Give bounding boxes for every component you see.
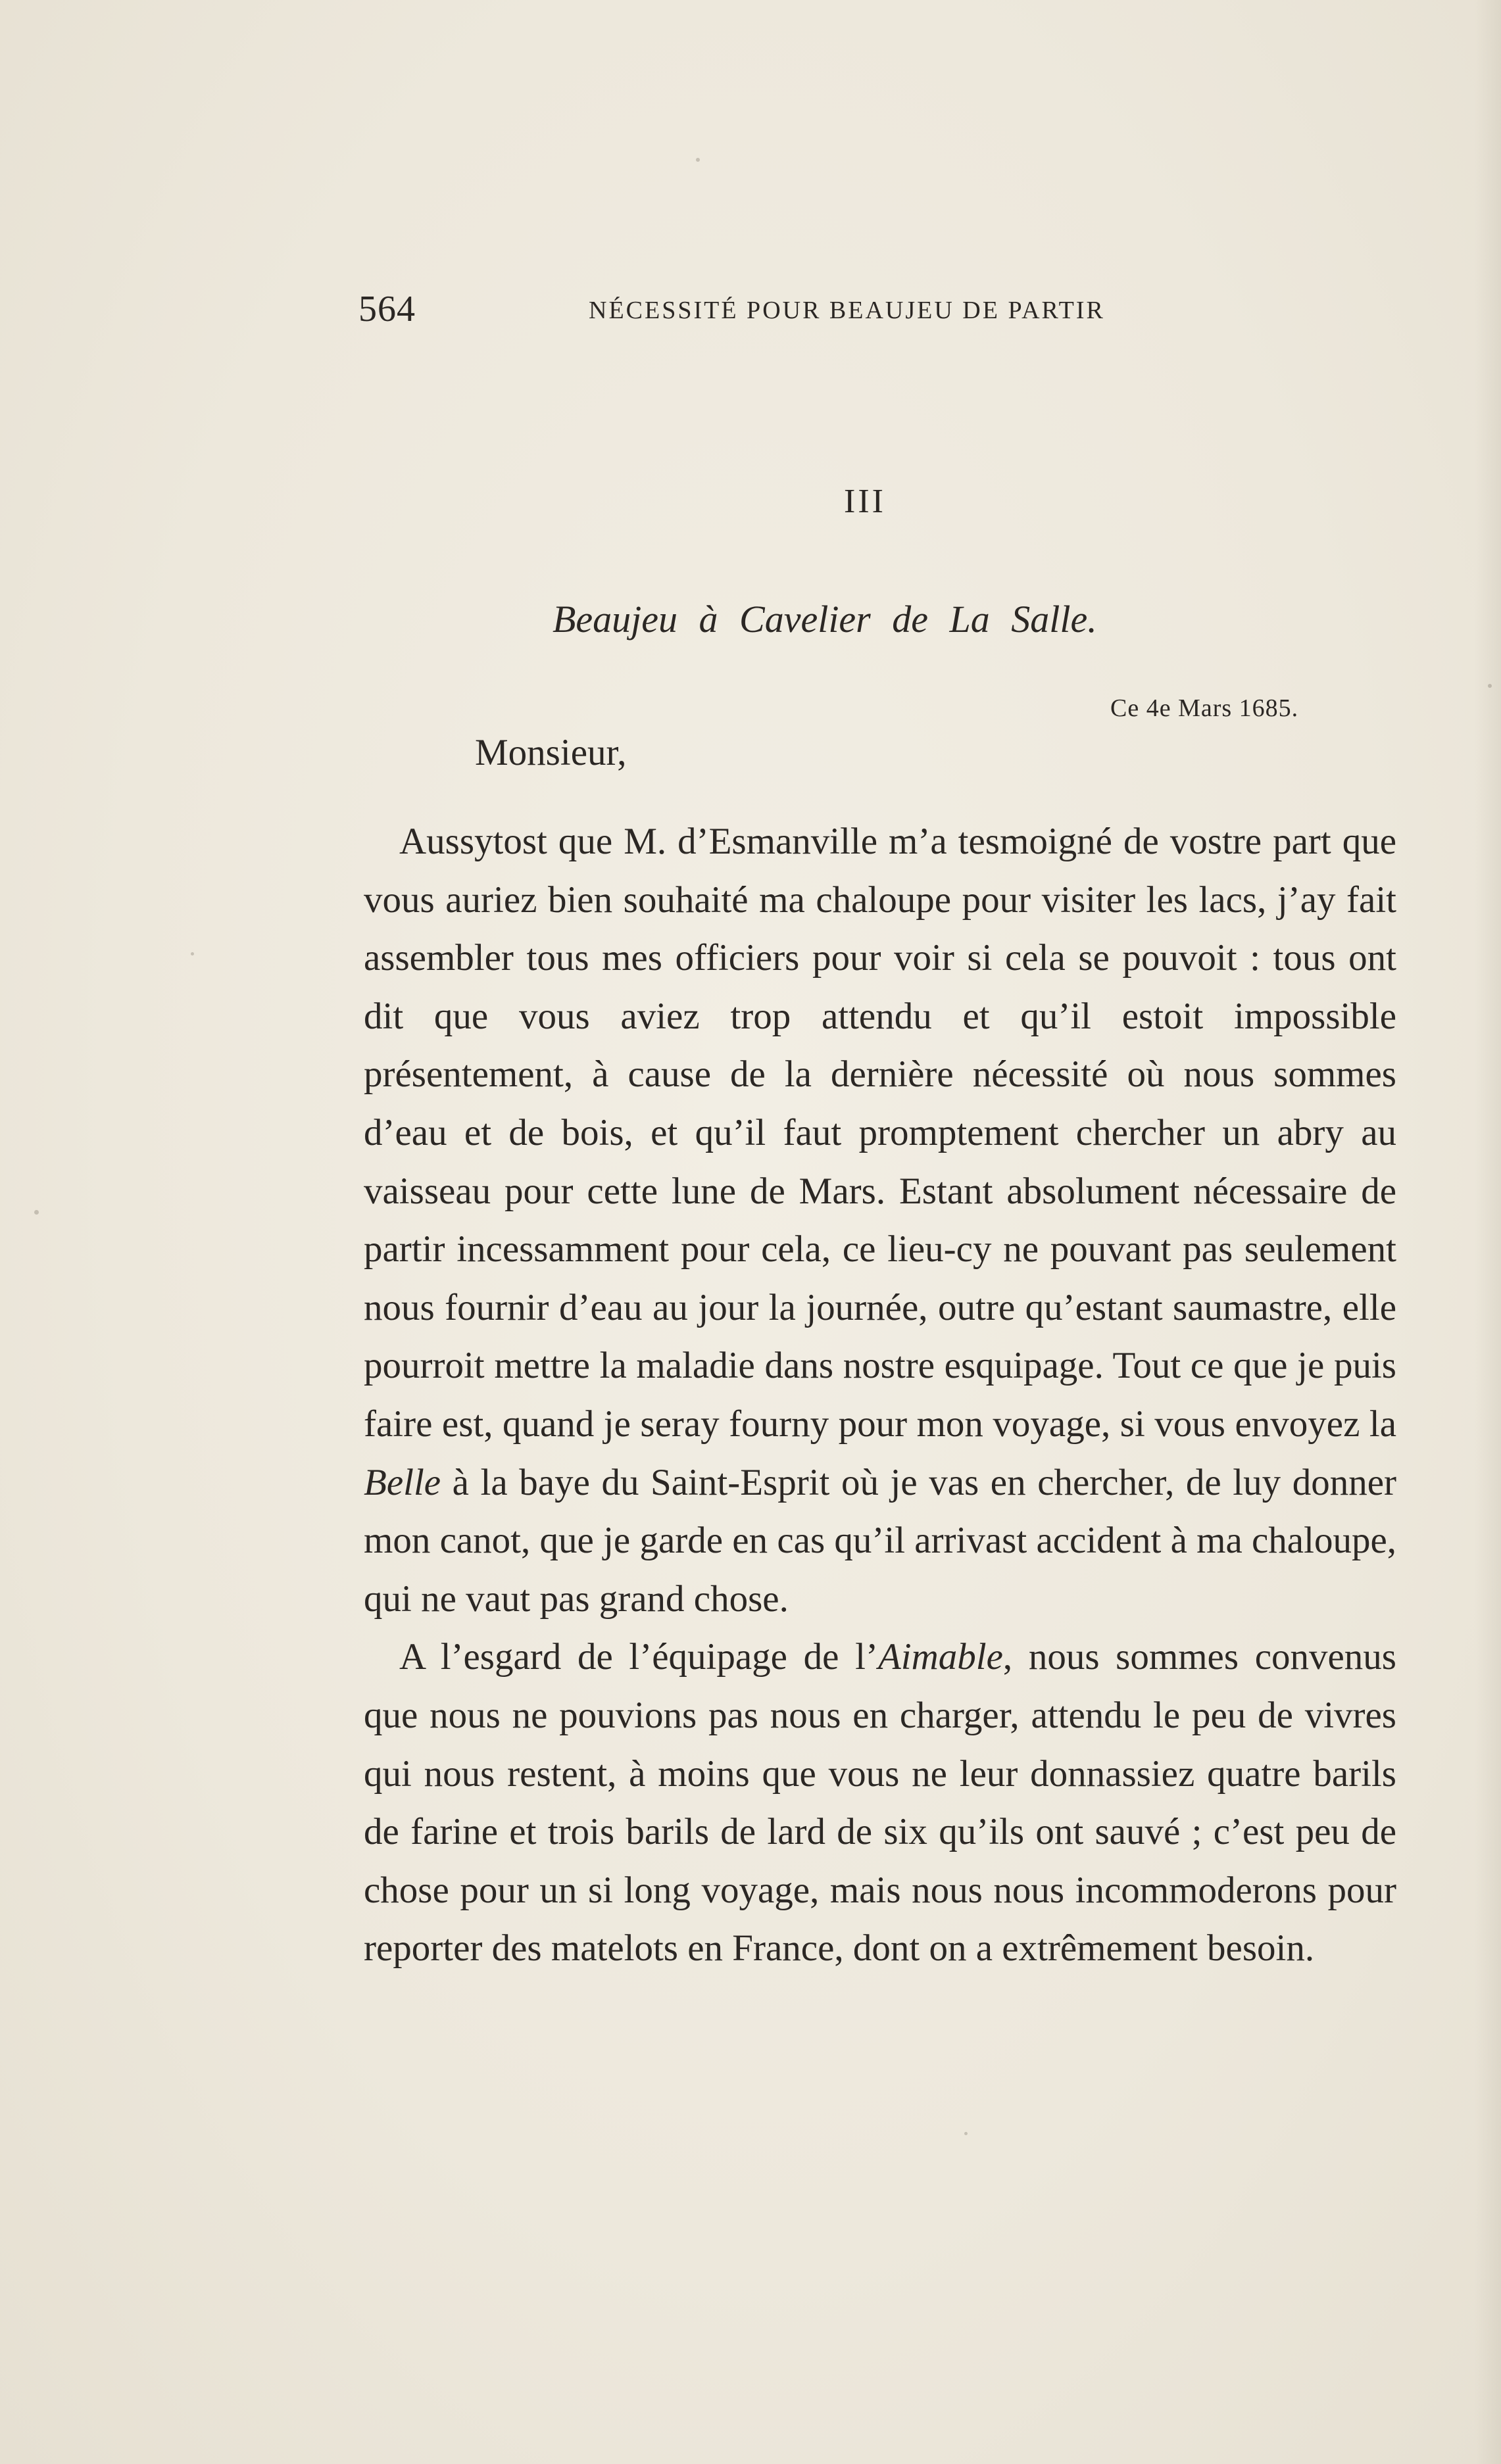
running-head: NÉCESSITÉ POUR BEAUJEU DE PARTIR	[589, 297, 1105, 324]
letter-date: Ce 4e Mars 1685.	[1110, 694, 1299, 722]
ship-name-aimable: Aimable	[877, 1636, 1003, 1678]
letter-title: Beaujeu à Cavelier de La Salle.	[553, 598, 1097, 640]
paper-speck	[34, 1210, 39, 1215]
paragraph-1-text-a: Aussytost que M. d’Esmanville m’a tesmoigné de vostre part que vous auriez bien souhaité ma chaloupe pour visiter les lacs, j’ay fait assembler tous mes officiers pour voir si cela se pouvoit : tous ont dit que vous aviez trop attendu et qu’il estoit impossible présentement, à cause de la dernière nécessité où nous sommes d’eau et de bois, et qu’il faut promptement chercher un abry au vaisseau pour cette lune de Mars. Estant absolument nécessaire de partir incessamment pour cela, ce lieu-cy ne pouvant pas seulement nous fournir d’eau au jour la journée, outre qu’estant saumastre, elle pourroit mettre la maladie dans nostre esquipage. Tout ce que je puis faire est, quand je seray fourny pour mon voyage, si vous envoyez la	[364, 821, 1396, 1445]
paper-speck	[1488, 684, 1492, 688]
ship-name-belle: Belle	[364, 1461, 441, 1503]
letter-body	[364, 813, 1396, 1978]
paper-speck	[191, 952, 194, 955]
page-number: 564	[358, 289, 416, 329]
paragraph-2-text-a: A l’esgard de l’équipage de l’	[399, 1636, 878, 1678]
paragraph-2	[364, 1628, 1396, 1978]
page-edge	[1475, 0, 1501, 2464]
paper-speck	[696, 158, 700, 162]
paragraph-2-text-b: , nous sommes convenus que nous ne pouvions pas nous en charger, attendu le peu de vivres qui nous restent, à moins que vous ne leur donnassiez quatre barils de farine et trois barils de lard de six qu’ils ont sauvé ; c’est peu de chose pour un si long voyage, mais nous nous incommoderons pour reporter des matelots en France, dont on a extrêmement besoin.	[364, 1636, 1396, 1969]
section-number: III	[844, 483, 886, 520]
letter-salutation: Monsieur,	[475, 732, 627, 773]
paper-speck	[964, 2132, 968, 2135]
paragraph-1	[364, 813, 1396, 1628]
paragraph-1-text-b: à la baye du Saint-Esprit où je vas en chercher, de luy donner mon canot, que je garde en cas qu’il arrivast accident à ma chaloupe, qui ne vaut pas grand chose.	[364, 1461, 1396, 1620]
